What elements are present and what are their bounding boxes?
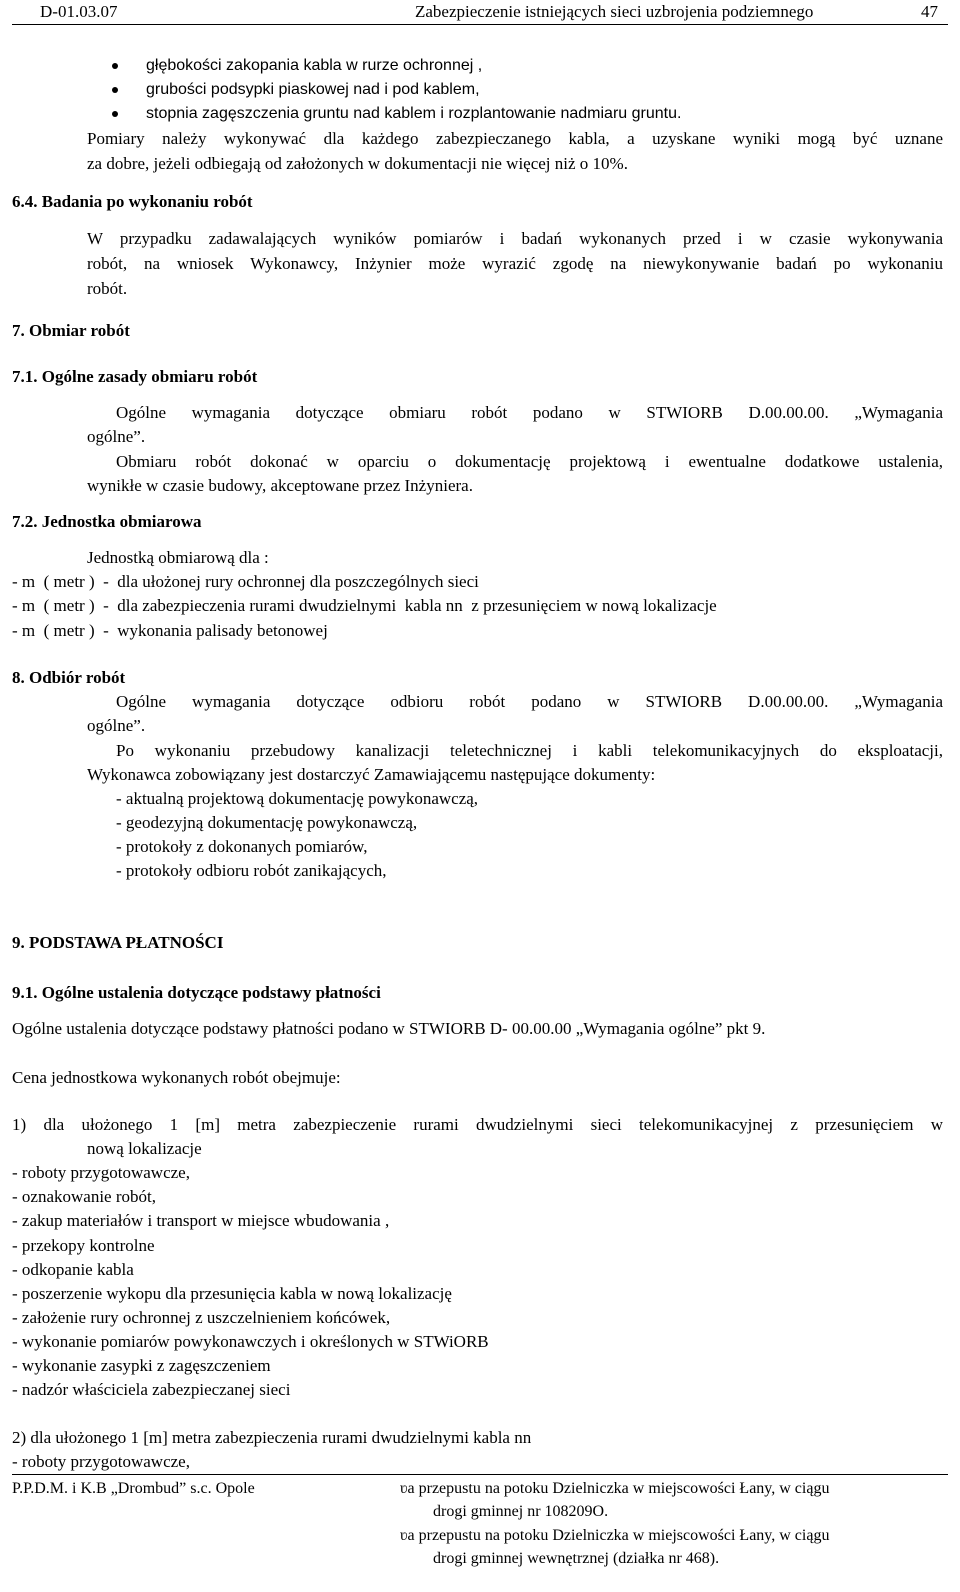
list-item: - protokoły z dokonanych pomiarów, [116,837,368,856]
list-item: - poszerzenie wykopu dla przesunięcia kabla w nową lokalizację [12,1284,452,1303]
list-item: - protokoły odbioru robót zanikających, [116,861,387,880]
footer-line: ʋa przepustu na potoku Dzielniczka w miejscowości Łany, w ciągu [400,1480,830,1497]
list-item: - roboty przygotowawcze, [12,1163,190,1182]
list-item: - nadzór właściciela zabezpieczanej sieci [12,1380,291,1399]
header-rule [12,24,948,25]
footer-rule [12,1474,948,1475]
paragraph-line: ogólne”. [87,427,146,446]
section-heading: 9. PODSTAWA PŁATNOŚCI [12,933,224,952]
paragraph-line: 2) dla ułożonego 1 [m] metra zabezpieczenia rurami dwudzielnymi kabla nn [12,1428,532,1447]
page-number: 47 [921,2,938,21]
list-item: głębokości zakopania kabla w rurze ochronnej , [146,57,483,74]
section-heading: 6.4. Badania po wykonaniu robót [12,192,253,211]
paragraph-line: Po wykonaniu przebudowy kanalizacji teletechnicznej i kabli telekomunikacyjnych do eksploatacji, [116,741,943,760]
paragraph-line: Ogólne wymagania dotyczące odbioru robót podano w STWIORB D.00.00.00. „Wymagania [116,692,943,711]
section-heading: 8. Odbiór robót [12,668,126,687]
list-item: - m ( metr ) - dla zabezpieczenia rurami dwudzielnymi kabla nn z przesunięciem w nową lokalizacje [12,596,717,615]
footer-company: P.P.D.M. i K.B „Drombud” s.c. Opole [12,1480,255,1497]
section-heading: 7.2. Jednostka obmiarowa [12,512,202,531]
paragraph-line: 1) dla ułożonego 1 [m] metra zabezpieczenie rurami dwudzielnymi sieci telekomunikacyjnej z przesunięciem w [12,1115,943,1134]
paragraph-line: robót. [87,279,128,298]
doc-code: D-01.03.07 [40,2,118,21]
paragraph-line: Ogólne wymagania dotyczące obmiaru robót podano w STWIORB D.00.00.00. „Wymagania [116,403,943,422]
paragraph-line: robót, na wniosek Wykonawcy, Inżynier może wyrazić zgodę na niewykonywanie badań po wykonaniu [87,254,943,273]
paragraph-line: Pomiary należy wykonywać dla każdego zabezpieczanego kabla, a uzyskane wyniki mogą być uznane [87,129,943,148]
bullet-icon [112,63,118,69]
list-item: - założenie rury ochronnej z uszczelnieniem końcówek, [12,1308,391,1327]
list-item: - m ( metr ) - dla ułożonej rury ochronnej dla poszczególnych sieci [12,572,479,591]
list-item: - roboty przygotowawcze, [12,1452,190,1471]
section-heading: 7. Obmiar robót [12,321,130,340]
paragraph-line: nową lokalizacje [87,1139,202,1158]
list-item: - wykonanie pomiarów powykonawczych i określonych w STWiORB [12,1332,489,1351]
bullet-icon [112,87,118,93]
list-item: grubości podsypki piaskowej nad i pod kablem, [146,81,480,98]
paragraph-line: Obmiaru robót dokonać w oparciu o dokumentację projektową i ewentualne dodatkowe ustalenia, [116,452,943,471]
paragraph-line: Ogólne ustalenia dotyczące podstawy płatności podano w STWIORB D- 00.00.00 „Wymagania ogólne” pkt 9. [12,1019,766,1038]
list-item: - wykonanie zasypki z zagęszczeniem [12,1356,271,1375]
paragraph-line: Cena jednostkowa wykonanych robót obejmuje: [12,1068,341,1087]
list-item: - przekopy kontrolne [12,1236,155,1255]
list-item: - zakup materiałów i transport w miejsce wbudowania , [12,1211,390,1230]
paragraph-line: za dobre, jeżeli odbiegają od założonych w dokumentacji nie więcej niż o 10%. [87,154,628,173]
list-item: - geodezyjną dokumentację powykonawczą, [116,813,418,832]
footer-line: drogi gminnej wewnętrznej (działka nr 468). [433,1550,720,1567]
paragraph-line: Wykonawca zobowiązany jest dostarczyć Zamawiającemu następujące dokumenty: [87,765,656,784]
list-item: stopnia zagęszczenia gruntu nad kablem i rozplantowanie nadmiaru gruntu. [146,105,682,122]
list-item: - oznakowanie robót, [12,1187,156,1206]
bullet-icon [112,111,118,117]
list-item: - aktualną projektową dokumentację powykonawczą, [116,789,479,808]
doc-title: Zabezpieczenie istniejących sieci uzbrojenia podziemnego [415,2,814,21]
section-heading: 9.1. Ogólne ustalenia dotyczące podstawy płatności [12,983,381,1002]
paragraph-line: wynikłe w czasie budowy, akceptowane przez Inżyniera. [87,476,473,495]
footer-line: drogi gminnej nr 108209O. [433,1503,609,1520]
paragraph-line: W przypadku zadawalających wyników pomiarów i badań wykonanych przed i w czasie wykonywania [87,229,943,248]
paragraph-line: ogólne”. [87,716,146,735]
list-item: - m ( metr ) - wykonania palisady betonowej [12,621,328,640]
section-heading: 7.1. Ogólne zasady obmiaru robót [12,367,258,386]
footer-line: ʋa przepustu na potoku Dzielniczka w miejscowości Łany, w ciągu [400,1527,830,1544]
paragraph-line: Jednostką obmiarową dla : [87,548,269,567]
list-item: - odkopanie kabla [12,1260,134,1279]
